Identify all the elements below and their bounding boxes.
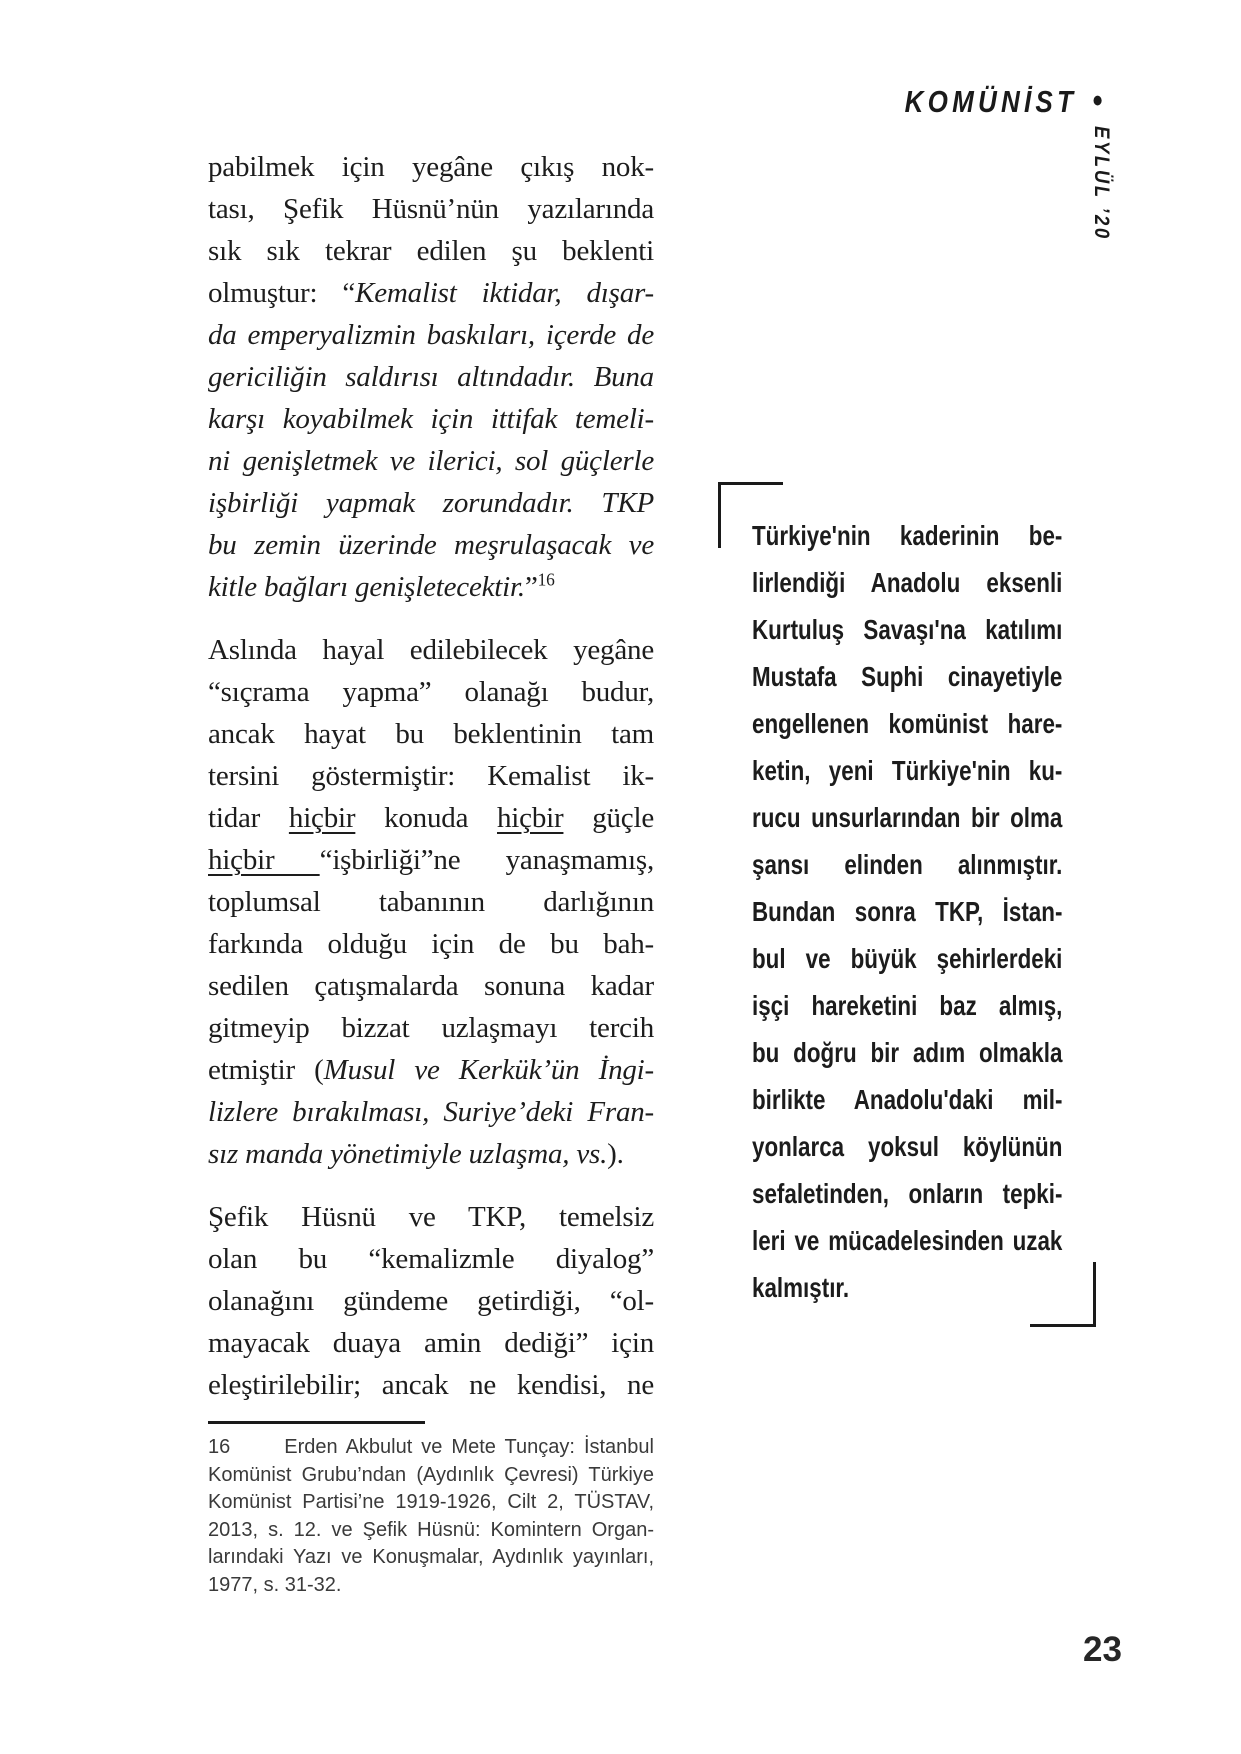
text-segment: hiçbir	[497, 802, 564, 834]
paragraph	[208, 146, 654, 608]
paragraph	[208, 1196, 654, 1406]
pull-quote-line: birlikte Anadolu'daki mil-	[752, 1084, 1063, 1115]
pull-quote-close-bracket-icon	[1030, 1262, 1096, 1327]
text-line	[208, 713, 654, 755]
pull-quote-line: yonlarca yoksul köylünün	[752, 1131, 1063, 1162]
text-segment: karşı koyabilmek için ittifak temeli-	[208, 403, 654, 435]
text-segment: “sıçrama yapma” olanağı budur,	[208, 676, 654, 708]
text-line	[208, 440, 654, 482]
text-segment: tası, Şefik Hüsnü’nün yazılarında	[208, 193, 654, 225]
text-line	[208, 314, 654, 356]
footnote-line: 16 Erden Akbulut ve Mete Tunçay: İstanbul	[208, 1436, 654, 1458]
text-segment: ancak hayat bu beklentinin tam	[208, 718, 654, 750]
text-line	[208, 230, 654, 272]
masthead	[904, 82, 1102, 121]
text-segment: ”	[524, 571, 538, 603]
text-segment: gericiliğin saldırısı altındadır. Buna	[208, 361, 654, 393]
text-segment: toplumsal tabanının darlığının	[208, 886, 654, 918]
text-line	[208, 1007, 654, 1049]
pull-quote-line: engellenen komünist hare-	[752, 708, 1063, 739]
footnote-line: 1977, s. 31-32.	[208, 1573, 342, 1596]
text-line	[208, 881, 654, 923]
text-segment: farkında olduğu için de bu bah-	[208, 928, 654, 960]
footnote-line: larındaki Yazı ve Konuşmalar, Aydınlık yayınları,	[208, 1546, 654, 1568]
text-segment: ni genişletmek ve ilerici, sol güçlerle	[208, 445, 654, 477]
pull-quote-line: bul ve büyük şehirlerdeki	[752, 943, 1063, 974]
pull-quote	[752, 512, 1062, 1311]
text-line	[208, 272, 654, 314]
text-segment: olan bu “kemalizmle diyalog”	[208, 1243, 654, 1275]
pull-quote-line: sefaletinden, onların tepki-	[752, 1178, 1063, 1209]
text-line	[208, 1091, 654, 1133]
text-line	[208, 671, 654, 713]
footnote-ref: 16	[537, 569, 555, 590]
text-line	[208, 839, 654, 881]
page-number: 23	[1083, 1630, 1122, 1669]
masthead-bullet-icon: •	[1091, 82, 1102, 120]
text-line	[208, 1322, 654, 1364]
text-segment: lizlere bırakılması, Suriye’deki Fran-	[208, 1096, 654, 1128]
text-segment: hiçbir	[208, 844, 320, 876]
text-segment: tidar	[208, 802, 289, 834]
pull-quote-line: rucu unsurlarından bir olma	[752, 802, 1063, 833]
paragraph	[208, 629, 654, 1175]
pull-quote-line: bu doğru bir adım olmakla	[752, 1037, 1063, 1068]
pull-quote-line: kalmıştır.	[752, 1272, 850, 1303]
footnote-rule	[208, 1421, 425, 1424]
text-line	[208, 398, 654, 440]
text-segment: Şefik Hüsnü ve TKP, temelsiz	[208, 1201, 654, 1233]
text-line	[208, 524, 654, 566]
text-line	[208, 629, 654, 671]
footnote-line: Komünist Grubu’ndan (Aydınlık Çevresi) Türkiye	[208, 1463, 654, 1486]
text-segment: da emperyalizmin baskıları, içerde de	[208, 319, 654, 351]
text-segment: tersini göstermiştir: Kemalist ik-	[208, 760, 654, 792]
text-line	[208, 482, 654, 524]
text-segment: eleştirilebilir; ancak ne kendisi, ne	[208, 1369, 654, 1401]
text-line	[208, 923, 654, 965]
text-segment: mayacak duaya amin dediği” için	[208, 1327, 654, 1359]
article-column	[208, 146, 654, 1406]
text-segment: işbirliği yapmak zorundadır. TKP	[208, 487, 654, 519]
text-segment: Aslında hayal edilebilecek yegâne	[208, 634, 654, 666]
text-segment: kitle bağları genişletecektir.	[208, 571, 525, 603]
text-line	[208, 1049, 654, 1091]
issue-date-vertical: EYLÜL ’20	[1090, 126, 1113, 241]
pull-quote-line: Kurtuluş Savaşı'na katılımı	[752, 614, 1063, 645]
pull-quote-line: leri ve mücadelesinden uzak	[752, 1225, 1063, 1256]
text-segment: Kemalist iktidar, dışar-	[355, 277, 655, 309]
pull-quote-line: Bundan sonra TKP, İstan-	[752, 896, 1063, 927]
text-segment: olmuştur: “	[208, 277, 356, 309]
text-segment: etmiştir (	[208, 1054, 324, 1086]
text-segment: olanağını gündeme getirdiği, “ol-	[208, 1285, 654, 1317]
text-segment: hiçbir	[288, 802, 356, 834]
text-segment: ).	[607, 1138, 624, 1170]
pull-quote-line: işçi hareketini baz almış,	[752, 990, 1063, 1021]
pull-quote-line: Mustafa Suphi cinayetiyle	[752, 661, 1063, 692]
text-line	[208, 965, 654, 1007]
text-segment: sık sık tekrar edilen şu beklenti	[208, 235, 654, 267]
footnote-line: 2013, s. 12. ve Şefik Hüsnü: Komintern Organ-	[208, 1518, 654, 1541]
text-line	[208, 755, 654, 797]
masthead-title: KOMÜNİST	[904, 83, 1077, 119]
pull-quote-line: lirlendiği Anadolu eksenli	[752, 567, 1063, 598]
text-segment: bu zemin üzerinde meşrulaşacak ve	[208, 529, 654, 561]
pull-quote-line: Türkiye'nin kaderinin be-	[752, 520, 1063, 551]
text-segment: güçle	[563, 802, 654, 834]
text-segment: pabilmek için yegâne çıkış nok-	[208, 151, 654, 183]
text-line	[208, 1364, 654, 1406]
text-line	[208, 146, 654, 188]
text-segment: Musul ve Kerkük’ün İngi-	[323, 1054, 654, 1086]
pull-quote-line: şansı elinden alınmıştır.	[752, 849, 1063, 880]
text-line	[208, 1280, 654, 1322]
text-segment: sedilen çatışmalarda sonuna kadar	[208, 970, 654, 1002]
text-segment: gitmeyip bizzat uzlaşmayı tercih	[208, 1012, 654, 1044]
text-line	[208, 797, 654, 839]
text-line	[208, 188, 654, 230]
footnote	[208, 1434, 654, 1599]
text-segment: konuda	[355, 802, 497, 834]
text-line	[208, 1238, 654, 1280]
text-segment: “işbirliği”ne yanaşmamış,	[319, 844, 655, 876]
footnote-line: Komünist Partisi’ne 1919-1926, Cilt 2, TÜSTAV,	[208, 1491, 654, 1513]
text-line	[208, 1196, 654, 1238]
pull-quote-line: ketin, yeni Türkiye'nin ku-	[752, 755, 1063, 786]
text-line	[208, 1133, 654, 1175]
text-segment: sız manda yönetimiyle uzlaşma, vs.	[208, 1138, 608, 1170]
text-line	[208, 356, 654, 398]
text-line	[208, 566, 654, 608]
